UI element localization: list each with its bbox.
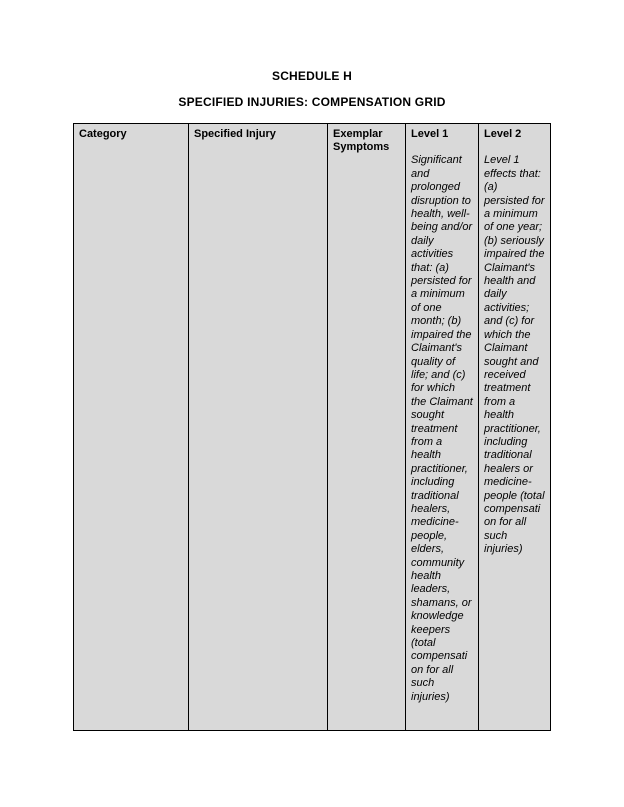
column-description-level-1: Significant and prolonged disruption to health, well-being and/or daily activities that: (a) persisted for a minimum of one month; (b) impaired the Claimant's quality of life; and (c) for which the Claimant sought treatment from a health practitioner, including traditional healers, medicine-people, elders, community health leaders, shamans, or knowledge keepers (total compensation for all such injuries) — [411, 154, 473, 703]
grid-header-row — [74, 124, 551, 731]
schedule-title: SCHEDULE H — [271, 69, 352, 83]
cell-exemplar-symptoms — [328, 124, 406, 731]
column-header-category: Category — [79, 128, 127, 140]
compensation-grid-table — [73, 123, 551, 731]
column-header-level-2: Level 2 — [484, 128, 522, 140]
page-subtitle: SPECIFIED INJURIES: COMPENSATION GRID — [178, 95, 446, 109]
column-header-specified-injury: Specified Injury — [194, 128, 276, 140]
column-description-level-2: Level 1 effects that: (a) persisted for a minimum of one year; (b) seriously impaired the Claimant's health and daily activities; and (c) for which the Claimant sought and received treatment from a health practitioner, including traditional healers or medicine-people (total compensation for all such injuries) — [484, 154, 545, 556]
cell-category — [74, 124, 189, 731]
cell-specified-injury — [189, 124, 328, 731]
cell-level-1 — [406, 124, 479, 731]
column-header-exemplar-symptoms: Exemplar Symptoms — [333, 128, 390, 154]
cell-level-2 — [479, 124, 551, 731]
column-header-level-1: Level 1 — [411, 128, 449, 140]
